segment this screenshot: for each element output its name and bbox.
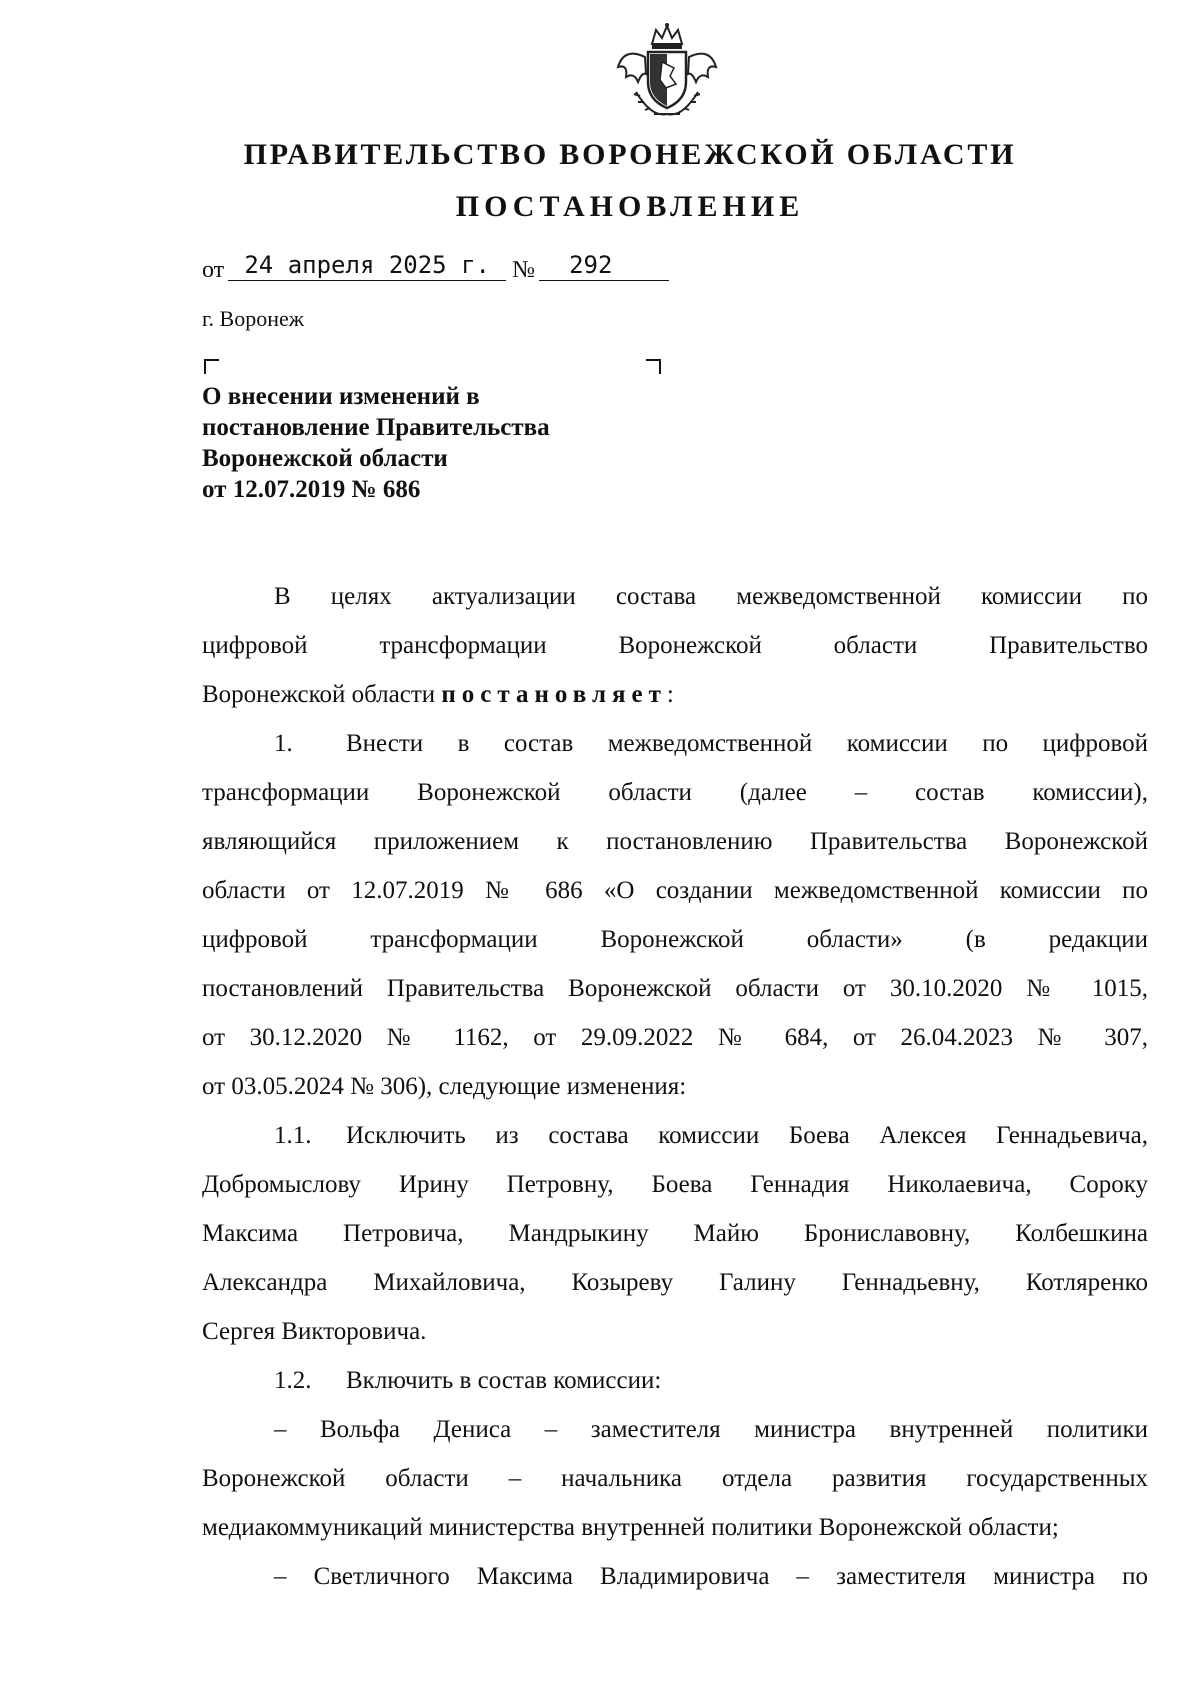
body-line: Воронежской области – начальника отдела развития государственных	[202, 1465, 1148, 1492]
subject-line: постановление Правительства	[202, 414, 550, 441]
subject-line: О внесении изменений в	[202, 383, 480, 410]
body-text: Воронежской области	[202, 681, 436, 708]
body-line	[202, 670, 1148, 719]
body-line: области от 12.07.2019 № 686 «О создании межведомственной комиссии по	[202, 877, 1148, 904]
list-item-line: – Вольфа Дениса – заместителя министра внутренней политики	[274, 1416, 1148, 1443]
number-label: №	[512, 257, 536, 283]
body-line: являющийся приложением к постановлению Правительства Воронежской	[202, 828, 1148, 855]
body-line: Максима Петровича, Мандрыкину Майю Брониславовну, Колбешкина	[202, 1220, 1148, 1247]
body-line: от 30.12.2020 № 1162, от 29.09.2022 № 684, от 26.04.2023 № 307,	[202, 1024, 1148, 1051]
list-item-line: – Светличного Максима Владимировича – заместителя министра по	[274, 1563, 1148, 1590]
body-line: Сергея Викторовича.	[202, 1318, 427, 1345]
body-text: Включить в состав комиссии:	[346, 1367, 662, 1394]
document-type-title: ПОСТАНОВЛЕНИЕ	[455, 190, 805, 223]
body-text: Внести в состав межведомственной комиссии по цифровой	[346, 730, 1148, 757]
document-date: 24 апреля 2025 г.	[228, 251, 506, 281]
body-line: трансформации Воронежской области (далее – состав комиссии),	[202, 779, 1148, 806]
body-line: от 03.05.2024 № 306), следующие изменения:	[202, 1073, 687, 1100]
document-subject	[202, 381, 682, 505]
paragraph-1-2-line	[202, 1356, 1148, 1405]
body-line: медиакоммуникаций министерства внутренней политики Воронежской области;	[202, 1514, 1059, 1541]
subject-line: от 12.07.2019 № 686	[202, 476, 421, 503]
subject-bracket-right	[646, 359, 661, 374]
body-text: :	[666, 681, 674, 708]
city-label: г. Воронеж	[202, 306, 304, 331]
body-line: цифровой трансформации Воронежской области Правительство	[202, 632, 1148, 659]
body-line: В целях актуализации состава межведомственной комиссии по	[274, 583, 1148, 610]
document-body	[202, 572, 1148, 1601]
resolution-verb: постановляет	[441, 681, 667, 708]
paragraph-number: 1.1.	[274, 1122, 312, 1149]
document-number: 292	[539, 251, 669, 281]
paragraph-number: 1.	[274, 730, 293, 757]
paragraph-1-1-line	[202, 1111, 1148, 1160]
body-line: Добромыслову Ирину Петровну, Боева Геннадия Николаевича, Сороку	[202, 1171, 1148, 1198]
body-line: Александра Михайловича, Козыреву Галину Геннадьевну, Котляренко	[202, 1269, 1148, 1296]
body-line: постановлений Правительства Воронежской области от 30.10.2020 № 1015,	[202, 975, 1148, 1002]
paragraph-1-line	[202, 719, 1148, 768]
organization-title: ПРАВИТЕЛЬСТВО ВОРОНЕЖСКОЙ ОБЛАСТИ	[243, 138, 1017, 171]
subject-bracket-left	[204, 359, 219, 374]
body-text: Исключить из состава комиссии Боева Алексея Геннадьевича,	[346, 1122, 1148, 1149]
date-prefix: от	[202, 257, 225, 283]
paragraph-number: 1.2.	[274, 1367, 312, 1394]
coat-of-arms-icon	[612, 22, 722, 122]
body-line: цифровой трансформации Воронежской области» (в редакции	[202, 926, 1148, 953]
subject-line: Воронежской области	[202, 445, 448, 472]
document-date-number	[202, 251, 669, 285]
